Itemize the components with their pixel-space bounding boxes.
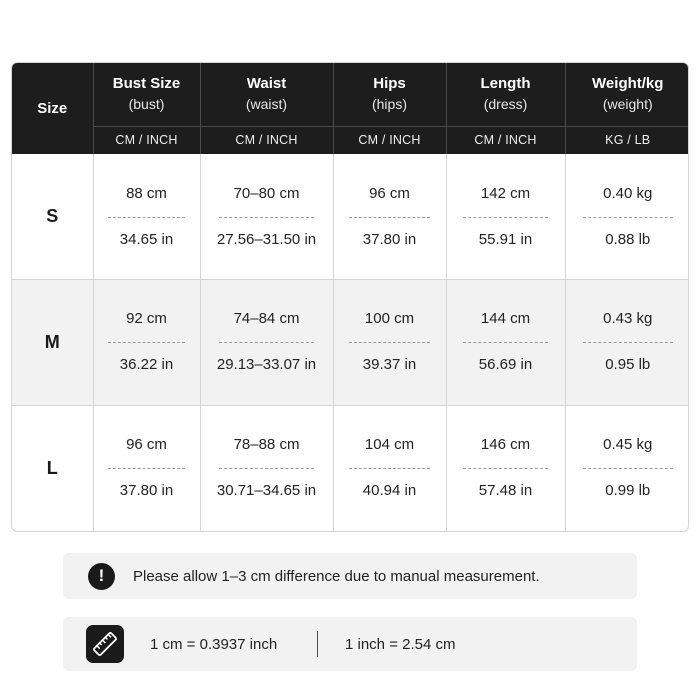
- dotted-divider: [583, 342, 673, 343]
- dotted-divider: [463, 342, 548, 343]
- lb-value: 0.88 lb: [605, 230, 651, 248]
- header-bust: [93, 63, 200, 126]
- size-label: L: [12, 405, 93, 531]
- dotted-divider: [108, 217, 184, 218]
- length-cell: [446, 154, 565, 280]
- header-size: [12, 63, 93, 154]
- cm-value: 100 cm: [364, 310, 415, 328]
- unit-waist: CM / INCH: [200, 126, 333, 154]
- header-waist: [200, 63, 333, 126]
- cm-value: 104 cm: [364, 436, 415, 454]
- dotted-divider: [583, 468, 673, 469]
- header-weight: [565, 63, 689, 126]
- cm-value: 142 cm: [480, 184, 531, 202]
- inch-to-cm-text: 1 inch = 2.54 cm: [345, 635, 456, 653]
- dotted-divider: [463, 468, 548, 469]
- unit-row: [12, 126, 689, 154]
- inch-value: 39.37 in: [362, 356, 417, 374]
- header-waist-sub: (waist): [245, 96, 288, 113]
- inch-value: 55.91 in: [478, 230, 533, 248]
- header-weight-sub: (weight): [602, 96, 653, 113]
- header-length: [446, 63, 565, 126]
- size-chart: [11, 62, 689, 532]
- inch-value: 34.65 in: [119, 230, 174, 248]
- inch-value: 37.80 in: [362, 230, 417, 248]
- hips-cell: [333, 405, 446, 531]
- table-row-l: [12, 405, 689, 531]
- kg-value: 0.43 kg: [603, 310, 653, 328]
- header-hips-sub: (hips): [371, 96, 407, 113]
- weight-cell: [565, 280, 689, 406]
- dotted-divider: [219, 468, 314, 469]
- cm-to-inch-text: 1 cm = 0.3937 inch: [150, 635, 278, 653]
- hips-cell: [333, 154, 446, 280]
- unit-hips: CM / INCH: [333, 126, 446, 154]
- header-hips: [333, 63, 446, 126]
- cm-value: 144 cm: [480, 310, 531, 328]
- cm-value: 70–80 cm: [233, 184, 300, 202]
- lb-value: 0.99 lb: [605, 482, 651, 500]
- bust-cell: [93, 280, 200, 406]
- inch-value: 56.69 in: [478, 356, 533, 374]
- cm-value: 96 cm: [126, 436, 167, 454]
- header-hips-title: Hips: [373, 75, 406, 93]
- weight-cell: [565, 154, 689, 280]
- cm-value: 88 cm: [126, 184, 167, 202]
- inch-value: 36.22 in: [119, 356, 174, 374]
- bust-cell: [93, 154, 200, 280]
- length-cell: [446, 280, 565, 406]
- waist-cell: [200, 405, 333, 531]
- dotted-divider: [108, 468, 184, 469]
- unit-bust: CM / INCH: [93, 126, 200, 154]
- cm-value: 74–84 cm: [233, 310, 300, 328]
- inch-value: 30.71–34.65 in: [216, 482, 317, 500]
- table-row-s: [12, 154, 689, 280]
- dotted-divider: [583, 217, 673, 218]
- waist-cell: [200, 280, 333, 406]
- hips-cell: [333, 280, 446, 406]
- dotted-divider: [219, 217, 314, 218]
- exclamation-icon: !: [88, 563, 115, 590]
- size-label: M: [12, 280, 93, 406]
- conversion-box: [63, 617, 637, 671]
- kg-value: 0.40 kg: [603, 184, 653, 202]
- header-bust-sub: (bust): [128, 96, 165, 113]
- size-label: S: [12, 154, 93, 280]
- waist-cell: [200, 154, 333, 280]
- vertical-divider: [317, 631, 318, 657]
- unit-length: CM / INCH: [446, 126, 565, 154]
- kg-value: 0.45 kg: [603, 436, 653, 454]
- ruler-icon: [86, 625, 124, 663]
- header-length-sub: (dress): [483, 96, 528, 113]
- cm-value: 146 cm: [480, 436, 531, 454]
- inch-value: 27.56–31.50 in: [216, 230, 317, 248]
- weight-cell: [565, 405, 689, 531]
- measurement-notice: [63, 553, 637, 599]
- dotted-divider: [349, 342, 430, 343]
- dotted-divider: [219, 342, 314, 343]
- header-waist-title: Waist: [246, 75, 287, 93]
- dotted-divider: [463, 217, 548, 218]
- notice-text: Please allow 1–3 cm difference due to manual measurement.: [133, 567, 540, 585]
- header-row: [12, 63, 689, 126]
- dotted-divider: [349, 217, 430, 218]
- table-row-m: [12, 280, 689, 406]
- cm-value: 78–88 cm: [233, 436, 300, 454]
- header-size-title: Size: [37, 99, 68, 117]
- inch-value: 40.94 in: [362, 482, 417, 500]
- inch-value: 37.80 in: [119, 482, 174, 500]
- length-cell: [446, 405, 565, 531]
- inch-value: 57.48 in: [478, 482, 533, 500]
- cm-value: 92 cm: [126, 310, 167, 328]
- header-weight-title: Weight/kg: [592, 75, 664, 93]
- dotted-divider: [108, 342, 184, 343]
- header-bust-title: Bust Size: [112, 75, 181, 93]
- header-length-title: Length: [480, 75, 531, 93]
- size-table: [12, 63, 689, 531]
- cm-value: 96 cm: [369, 184, 410, 202]
- dotted-divider: [349, 468, 430, 469]
- bust-cell: [93, 405, 200, 531]
- unit-weight: KG / LB: [565, 126, 689, 154]
- inch-value: 29.13–33.07 in: [216, 356, 317, 374]
- lb-value: 0.95 lb: [605, 356, 651, 374]
